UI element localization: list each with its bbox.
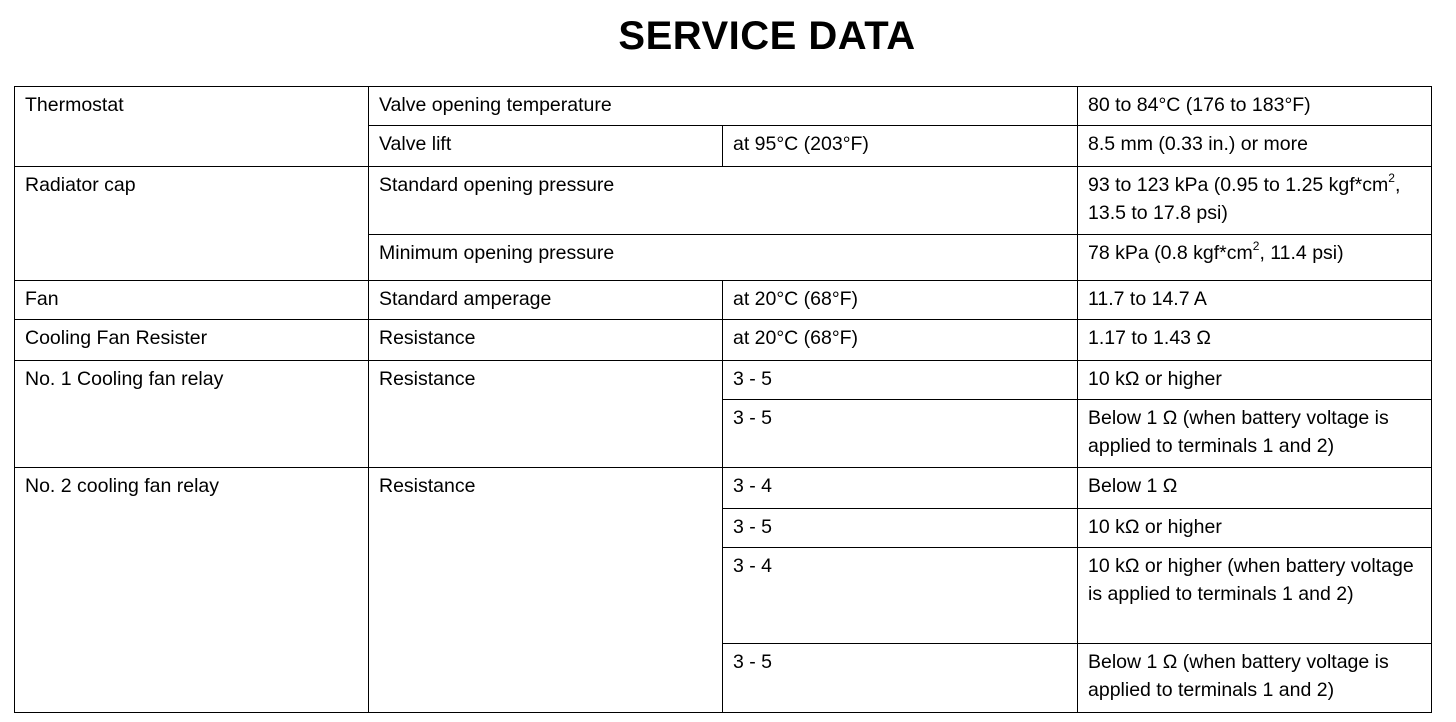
item-valve-lift: Valve lift (369, 126, 723, 167)
value-text: 93 to 123 kPa (0.95 to 1.25 kgf*cm (1088, 174, 1389, 196)
table-row (15, 320, 1432, 361)
component-no1-cooling-fan-relay: No. 1 Cooling fan relay (15, 361, 369, 468)
component-cooling-fan-resister: Cooling Fan Resister (15, 320, 369, 361)
value-minimum-opening-pressure (1078, 235, 1432, 281)
item-resistance: Resistance (369, 361, 723, 468)
table-row (15, 361, 1432, 400)
table-row (15, 468, 1432, 509)
value-valve-opening-temperature: 80 to 84°C (176 to 183°F) (1078, 87, 1432, 126)
item-standard-amperage: Standard amperage (369, 281, 723, 320)
value: 10 kΩ or higher (when battery voltage is applied to terminals 1 and 2) (1078, 548, 1432, 644)
value-text: 78 kPa (0.8 kgf*cm (1088, 242, 1253, 264)
terminals: 3 - 5 (723, 644, 1078, 713)
component-fan: Fan (15, 281, 369, 320)
terminals: 3 - 5 (723, 361, 1078, 400)
terminals: 3 - 4 (723, 468, 1078, 509)
component-radiator-cap: Radiator cap (15, 167, 369, 281)
value: Below 1 Ω (1078, 468, 1432, 509)
value: Below 1 Ω (when battery voltage is applied to terminals 1 and 2) (1078, 400, 1432, 468)
value-text: , 11.4 psi) (1259, 242, 1344, 264)
component-no2-cooling-fan-relay: No. 2 cooling fan relay (15, 468, 369, 713)
terminals: 3 - 4 (723, 548, 1078, 644)
condition-fan: at 20°C (68°F) (723, 281, 1078, 320)
terminals: 3 - 5 (723, 400, 1078, 468)
value: 10 kΩ or higher (1078, 509, 1432, 548)
value-cooling-fan-resister: 1.17 to 1.43 Ω (1078, 320, 1432, 361)
value: 10 kΩ or higher (1078, 361, 1432, 400)
table-row (15, 281, 1432, 320)
superscript: 2 (1388, 170, 1395, 185)
item-minimum-opening-pressure: Minimum opening pressure (369, 235, 1078, 281)
value-fan: 11.7 to 14.7 A (1078, 281, 1432, 320)
superscript: 2 (1252, 238, 1260, 253)
value: Below 1 Ω (when battery voltage is applied to terminals 1 and 2) (1078, 644, 1432, 713)
service-data-table (14, 86, 1432, 713)
table-row (15, 87, 1432, 126)
item-standard-opening-pressure: Standard opening pressure (369, 167, 1078, 235)
condition-valve-lift: at 95°C (203°F) (723, 126, 1078, 167)
condition-cooling-fan-resister: at 20°C (68°F) (723, 320, 1078, 361)
table-row (15, 167, 1432, 235)
item-valve-opening-temperature: Valve opening temperature (369, 87, 1078, 126)
item-resistance: Resistance (369, 468, 723, 713)
component-thermostat: Thermostat (15, 87, 369, 167)
value-text: , 13.5 to 17.8 psi) (1088, 174, 1401, 224)
item-resistance: Resistance (369, 320, 723, 361)
page-title: SERVICE DATA (618, 14, 916, 58)
value-standard-opening-pressure (1078, 167, 1432, 235)
value-valve-lift: 8.5 mm (0.33 in.) or more (1078, 126, 1432, 167)
terminals: 3 - 5 (723, 509, 1078, 548)
